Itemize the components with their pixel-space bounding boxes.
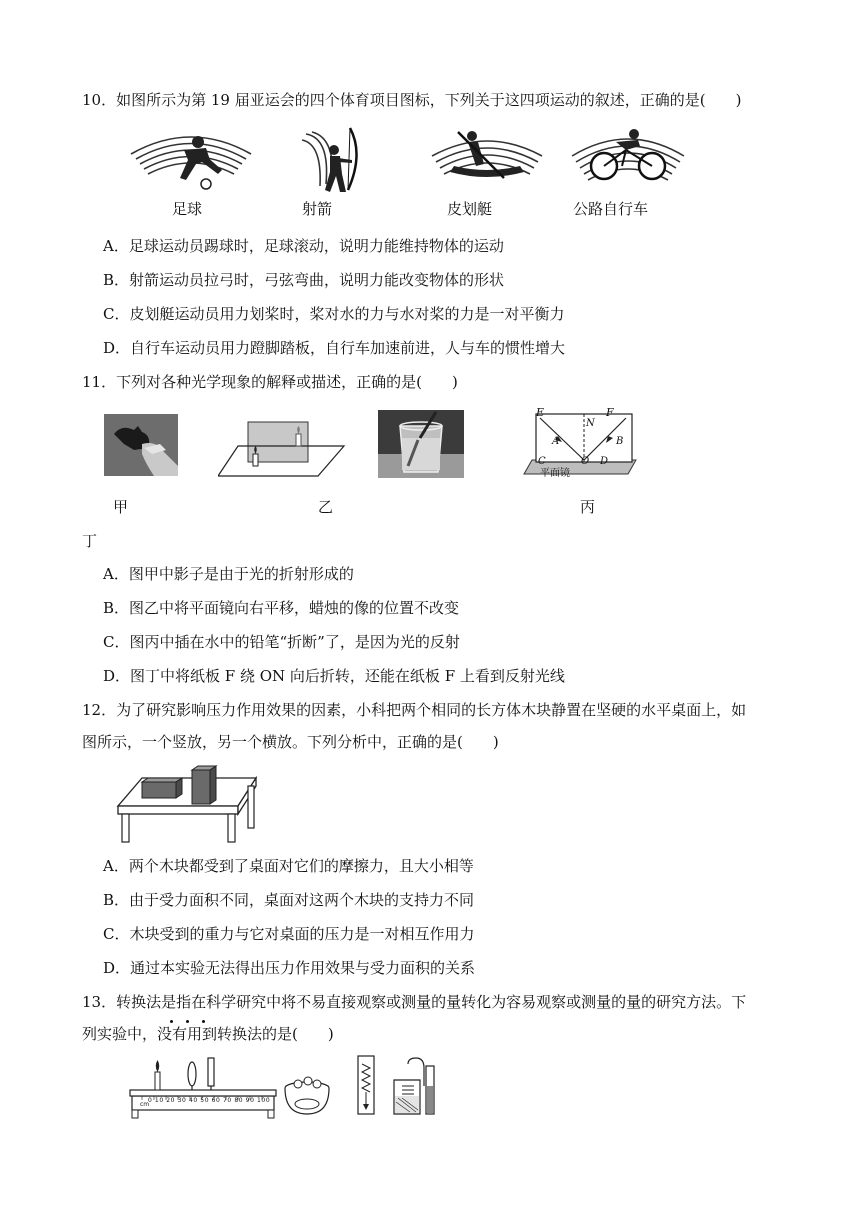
- ruler-unit: cm: [140, 1101, 150, 1108]
- q12-stem-line1: 12．为了研究影响压力作用效果的因素，小科把两个相同的长方体木块静置在坚硬的水平桌面上，如: [82, 701, 747, 719]
- label-E: E: [536, 406, 545, 419]
- q10-option-a: A．足球运动员踢球时，足球滚动，说明力能维持物体的运动: [103, 237, 504, 255]
- q12-stem-line2: 图所示，一个竖放，另一个横放。下列分析中，正确的是( ): [82, 733, 499, 751]
- q10-option-c: C．皮划艇运动员用力划桨时，桨对水的力与水对桨的力是一对平衡力: [103, 305, 565, 323]
- label-F: F: [606, 406, 614, 419]
- archery-icon: [300, 124, 364, 196]
- pot-figure: [282, 1074, 332, 1118]
- plane-mirror-candle-figure: [218, 418, 346, 480]
- label-D: D: [600, 456, 609, 467]
- ruler-tick-labels: 0 10 20 30 40 50 60 70 80 90 100: [148, 1097, 271, 1104]
- optical-bench-figure: [128, 1050, 278, 1120]
- label-O: O: [581, 456, 590, 467]
- pencil-in-water-photo: [378, 410, 464, 478]
- emphasis-dot: [202, 1020, 205, 1023]
- q11-stem: 11．下列对各种光学现象的解释或描述，正确的是( ): [82, 373, 458, 391]
- table-wood-blocks-figure: [112, 764, 262, 846]
- caption-jia: 甲: [113, 498, 129, 516]
- q12-option-b: B．由于受力面积不同，桌面对这两个木块的支持力不同: [103, 891, 475, 909]
- canoe-icon: [428, 126, 546, 190]
- spring-scale-figure: [352, 1054, 382, 1118]
- label-A: A: [552, 436, 560, 447]
- caption-ding: 丁: [82, 532, 98, 550]
- q11-option-b: B．图乙中将平面镜向右平移，蜡烛的像的位置不改变: [103, 599, 460, 617]
- label-N: N: [586, 418, 595, 429]
- q10-option-b: B．射箭运动员拉弓时，弓弦弯曲，说明力能改变物体的形状: [103, 271, 505, 289]
- beaker-coil-figure: [390, 1056, 440, 1118]
- label-plane-mirror: 平面镜: [540, 468, 570, 479]
- icon-label-archery: 射箭: [302, 200, 333, 218]
- caption-bing: 丙: [580, 498, 596, 516]
- q12-option-d: D．通过本实验无法得出压力作用效果与受力面积的关系: [103, 959, 476, 977]
- q11-option-d: D．图丁中将纸板 F 绕 ON 向后折转，还能在纸板 F 上看到反射光线: [103, 667, 565, 685]
- soccer-icon: [126, 126, 256, 192]
- q11-option-c: C．图丙中插在水中的铅笔“折断”了，是因为光的反射: [103, 633, 460, 651]
- q10-stem: 10．如图所示为第 19 届亚运会的四个体育项目图标，下列关于这四项运动的叙述，正确的是( ): [82, 91, 742, 109]
- icon-label-cycling: 公路自行车: [573, 200, 649, 218]
- emphasis-dot: [170, 1020, 173, 1023]
- q12-option-a: A．两个木块都受到了桌面对它们的摩擦力，且大小相等: [103, 857, 474, 875]
- q12-option-c: C．木块受到的重力与它对桌面的压力是一对相互作用力: [103, 925, 475, 943]
- caption-yi: 乙: [318, 498, 334, 516]
- label-B: B: [616, 436, 624, 447]
- label-C: C: [538, 456, 546, 467]
- icon-label-canoe: 皮划艇: [447, 200, 493, 218]
- q13-stem-line2: 列实验中，没有用到转换法的是( ): [82, 1025, 334, 1043]
- q10-option-d: D．自行车运动员用力蹬脚踏板，自行车加速前进，人与车的惯性增大: [103, 339, 566, 357]
- q13-stem-line1: 13．转换法是指在科学研究中将不易直接观察或测量的量转化为容易观察或测量的量的研究方法。下: [82, 993, 747, 1011]
- road-cycling-icon: [568, 126, 688, 190]
- q11-option-a: A．图甲中影子是由于光的折射形成的: [103, 565, 354, 583]
- hand-shadow-photo: [104, 414, 178, 476]
- icon-label-soccer: 足球: [172, 200, 203, 218]
- emphasis-dot: [186, 1020, 189, 1023]
